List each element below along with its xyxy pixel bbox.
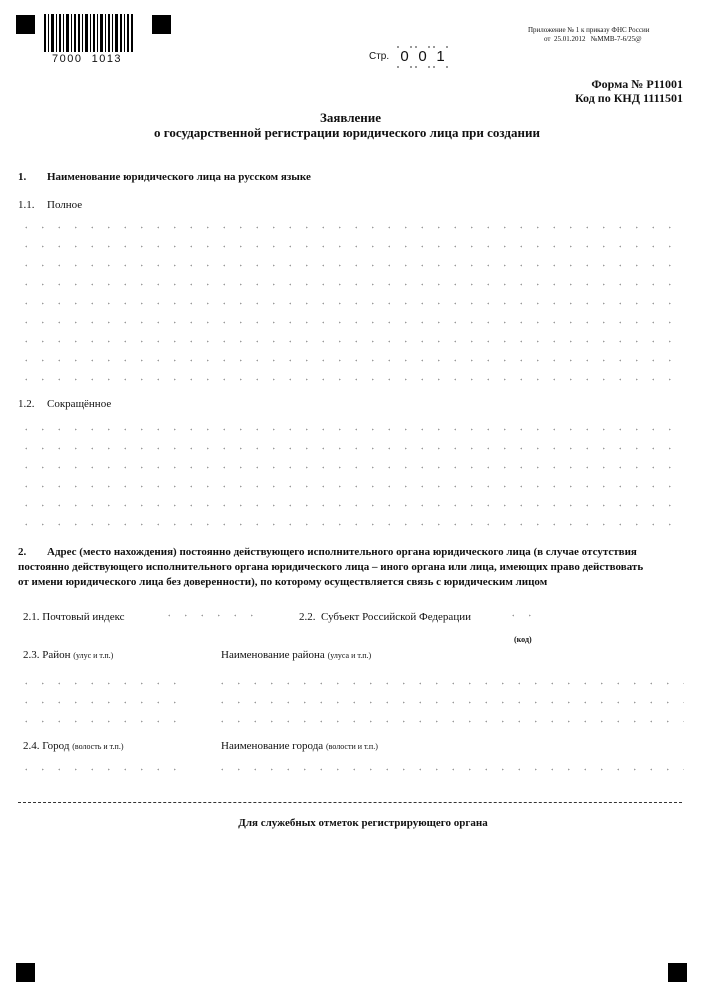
document-title: Заявление xyxy=(319,110,382,125)
postal-index-label: 2.1. Почтовый индекс xyxy=(23,611,125,623)
appendix-line-1: Приложение № 1 к приказу ФНС России xyxy=(528,26,650,34)
barcode-number: 7000 1013 xyxy=(52,53,123,65)
subject-rf-label: 2.2. Субъект Российской Федерации xyxy=(299,611,471,623)
section-1-number: 1. xyxy=(18,171,27,183)
knd-code: Код по КНД 1111501 xyxy=(574,91,683,105)
postal-index-field[interactable] xyxy=(161,606,260,627)
short-name-field[interactable] xyxy=(18,420,684,534)
city-name-label-hint: (волости и т.п.) xyxy=(325,742,378,751)
corner-mark-top-right xyxy=(152,15,171,34)
field-1-2-number: 1.2. xyxy=(18,398,35,410)
field-1-1-number: 1.1. xyxy=(18,199,35,211)
corner-mark-top-left xyxy=(16,15,35,34)
document-subtitle: о государственной регистрации юридического лица при создании xyxy=(154,125,540,140)
city-label-text: 2.4. Город xyxy=(23,740,70,752)
corner-mark-bottom-left xyxy=(16,963,35,982)
appendix-line-2: от 25.01.2012 №ММВ-7-6/25@ xyxy=(544,35,642,43)
section-2-heading-line-2: постоянно действующего исполнительного органа юридического лица – иного органа или лица, имеющих право действовать xyxy=(18,561,644,573)
section-2-number: 2. xyxy=(18,546,27,558)
form-number: Форма № Р11001 xyxy=(591,77,683,91)
barcode xyxy=(44,14,134,52)
field-1-1-label: Полное xyxy=(47,199,83,211)
district-label xyxy=(23,649,113,661)
full-name-field[interactable] xyxy=(18,218,684,389)
section-2-heading-line-1: Адрес (место нахождения) постоянно действующего исполнительного органа юридического лица (в случае отсутствия xyxy=(47,546,637,558)
corner-mark-bottom-right xyxy=(668,963,687,982)
city-name-field[interactable] xyxy=(214,760,684,781)
page-digit-1: 0 xyxy=(397,46,412,68)
city-label xyxy=(23,740,123,752)
district-name-label xyxy=(221,649,371,661)
code-hint: (код) xyxy=(514,635,532,644)
district-name-label-hint: (улуса и т.п.) xyxy=(327,651,372,660)
service-divider xyxy=(18,802,682,803)
city-type-field[interactable] xyxy=(18,760,186,781)
district-label-hint: (улус и т.п.) xyxy=(73,651,114,660)
section-2-heading-line-3: от имени юридического лица без доверенности), по которому осуществляется связь с юридическим лицом xyxy=(18,576,548,588)
city-name-label-text: Наименование города xyxy=(221,740,324,752)
subject-rf-code-field[interactable] xyxy=(505,606,541,627)
page-digit-3: 1 xyxy=(433,46,448,68)
barcode-bars-icon xyxy=(44,14,134,52)
city-label-hint: (волость и т.п.) xyxy=(72,742,124,751)
page-label: Стр. xyxy=(369,51,390,62)
section-1-heading: Наименование юридического лица на русском языке xyxy=(47,171,311,183)
district-name-field[interactable] xyxy=(214,674,684,731)
field-1-2-label: Сокращённое xyxy=(47,398,112,410)
district-type-field[interactable] xyxy=(18,674,186,731)
city-name-label xyxy=(221,740,378,752)
page-digit-2: 0 xyxy=(415,46,430,68)
service-marks-heading: Для служебных отметок регистрирующего органа xyxy=(238,817,488,829)
district-name-label-text: Наименование района xyxy=(221,649,325,661)
district-label-text: 2.3. Район xyxy=(23,649,71,661)
